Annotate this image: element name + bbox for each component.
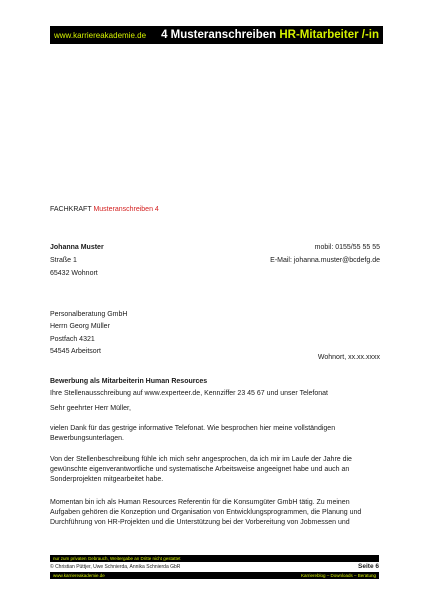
sender-city: 65432 Wohnort	[50, 269, 98, 277]
reference-line: Ihre Stellenausschreibung auf www.experteer.de, Kennziffer 23 45 67 und unser Telefonat	[50, 389, 328, 397]
sender-email[interactable]: E-Mail: johanna.muster@bcdefg.de	[270, 256, 380, 264]
body-paragraph-2: Von der Stellenbeschreibung fühle ich mich sehr angesprochen, da ich mir im Laufe der Jahre die gewünschte eigenverantwortliche und systematische Arbeitsweise angeeignet habe und auch an Sonderprojekten mitgearbeitet habe.	[50, 456, 352, 483]
sender-name: Johanna Muster	[50, 244, 104, 251]
body-paragraph-1: vielen Dank für das gestrige informative Telefonat. Wie besprochen hier meine vollständigen Bewerbungsunterlagen.	[50, 425, 336, 442]
footer-bar	[50, 572, 379, 579]
subject-block	[50, 377, 380, 399]
page-number: Seite 6	[358, 563, 379, 570]
footer-site-link[interactable]: www.karriereakademie.de	[53, 573, 105, 578]
header-title	[161, 29, 379, 41]
sender-mobile: mobil: 0155/55 55 55	[314, 244, 380, 251]
footer-notice: nur zum privaten Gebrauch, Weitergabe an Dritte nicht gestattet	[50, 555, 379, 562]
sender-block	[50, 243, 380, 278]
recipient-person: Herrn Georg Müller	[50, 323, 110, 331]
section-label-text: FACHKRAFT	[50, 206, 94, 213]
section-label-highlight: Musteranschreiben 4	[93, 206, 159, 213]
body-paragraph-3: Momentan bin ich als Human Resources Referentin für die Konsumgüter GmbH tätig. Zu meinen Aufgaben gehören die Konzeption und Organisation von Entwicklungsprogrammen, die Planung und Durchführung von HR-Projekten und die Unterstützung bei der Vorbereitung von Jobmessen und	[50, 499, 362, 526]
recipient-block	[50, 309, 380, 359]
footer-copyright: © Christian Püttjer, Uwe Schnierda, Annika Schnierda GbR	[50, 564, 181, 570]
header-bar	[50, 26, 383, 44]
recipient-box: Postfach 4321	[50, 335, 95, 343]
footer-copyright-row	[50, 563, 379, 571]
recipient-company: Personalberatung GmbH	[50, 311, 128, 318]
date-line: Wohnort, xx.xx.xxxx	[317, 354, 380, 361]
subject-line: Bewerbung als Mitarbeiterin Human Resources	[50, 378, 208, 385]
header-title-highlight: HR-Mitarbeiter /-in	[279, 29, 379, 41]
header-site-link[interactable]: www.karriereakademie.de	[54, 30, 147, 40]
header-title-main: 4 Musteranschreiben	[161, 29, 280, 41]
section-label	[50, 205, 380, 215]
footer-links[interactable]: Karriereblog – Downloads – Beratung	[300, 573, 376, 578]
sender-street: Straße 1	[50, 256, 77, 264]
salutation: Sehr geehrter Herr Müller,	[50, 405, 131, 412]
recipient-city: 54545 Arbeitsort	[50, 348, 101, 356]
